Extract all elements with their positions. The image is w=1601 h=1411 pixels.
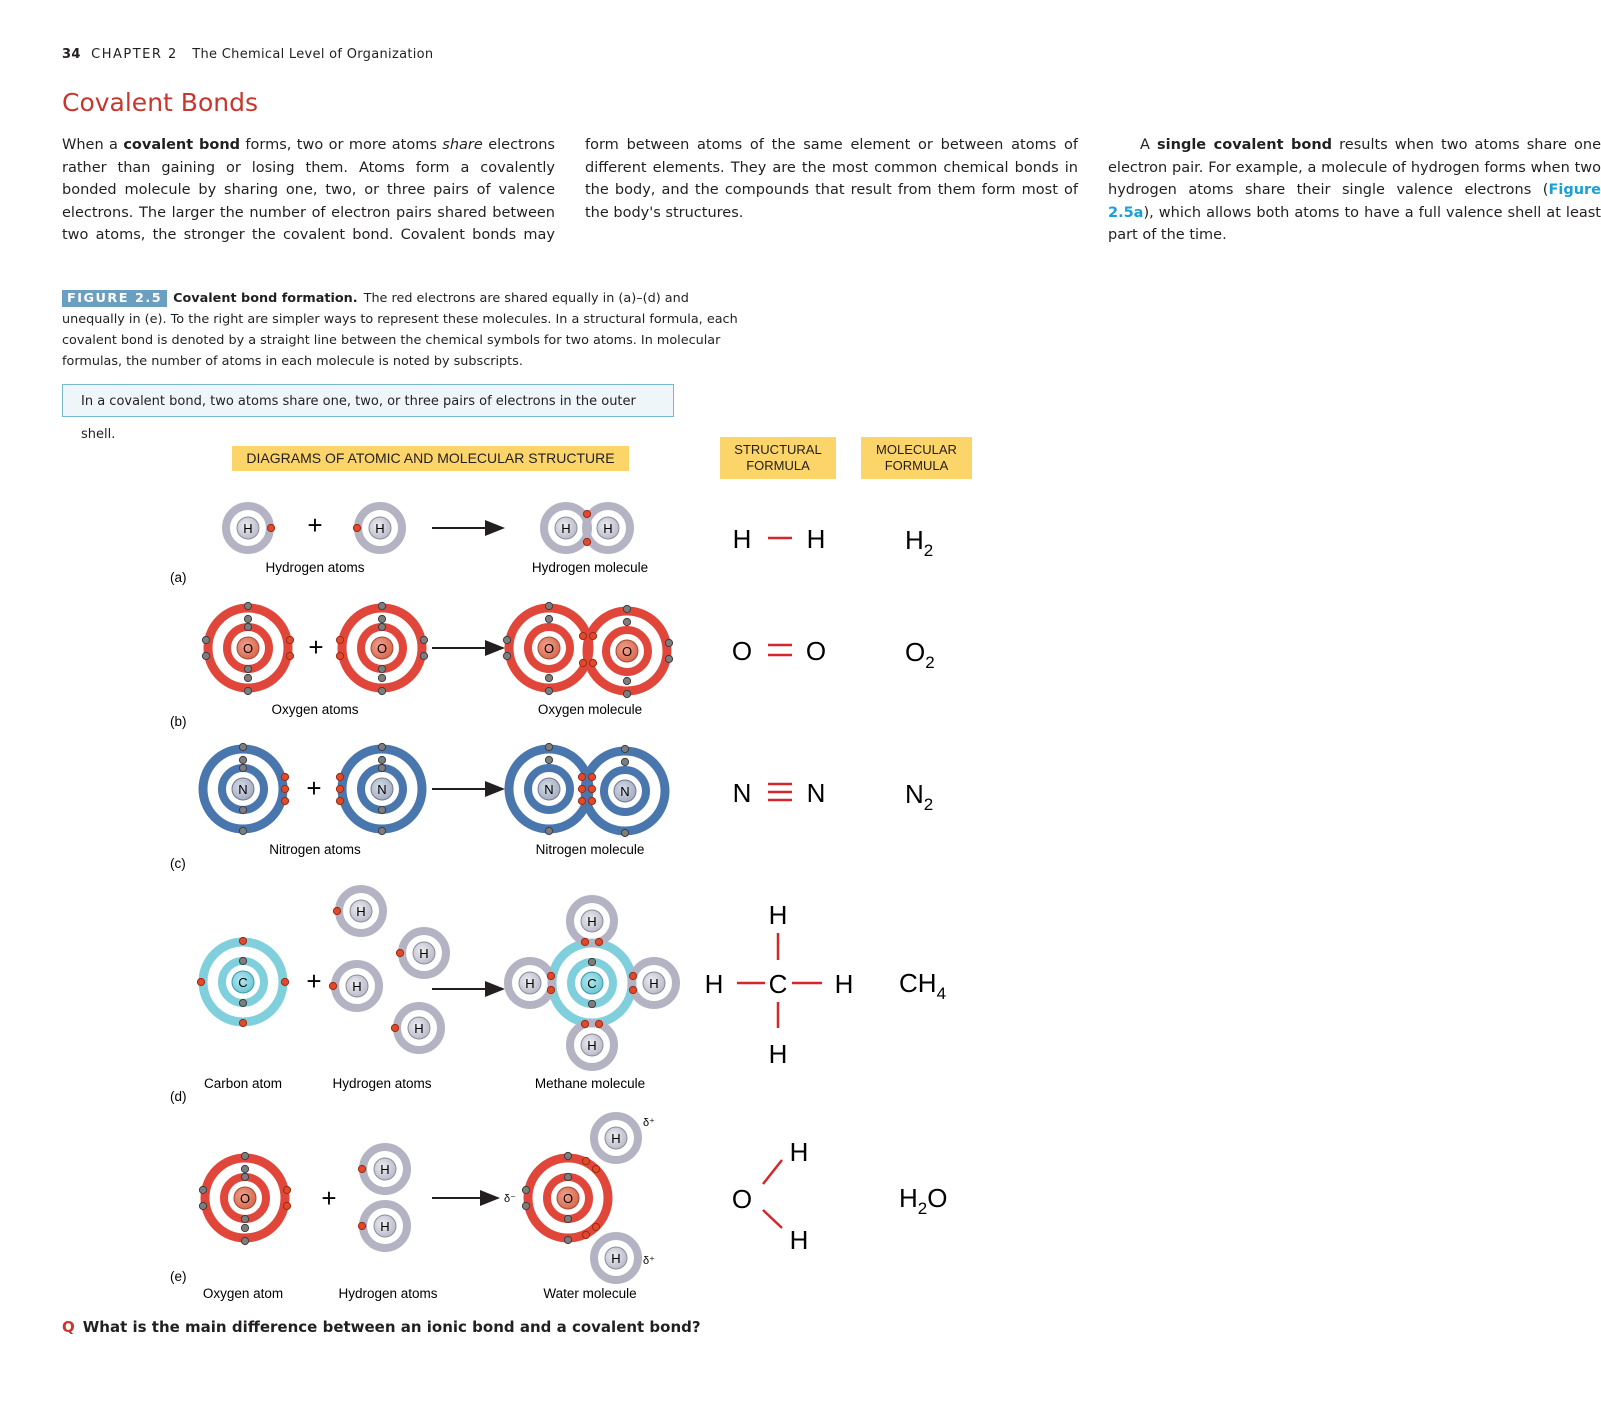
label-nitrogen-atoms: Nitrogen atoms — [269, 842, 361, 857]
paragraph-2: A single covalent bond results when two atoms share one electron pair. For example, a molecule of hydrogen forms when two hydrogen atoms share their single valence electrons (Figure 2.5a), which allows both atoms to have a full valence shell at least part of the time. — [1108, 137, 1601, 243]
molecular-formula-h2: $H_2$ — [905, 525, 934, 560]
svg-text:H: H — [414, 1021, 424, 1036]
molecular-formula-o2: $O_2$ — [905, 637, 935, 672]
svg-text:O: O — [731, 1184, 753, 1214]
term-single-covalent-bond: single covalent bond — [1157, 137, 1333, 153]
label-nitrogen-molecule: Nitrogen molecule — [535, 842, 645, 857]
figure-title: Covalent bond formation. — [173, 291, 358, 306]
svg-text:H: H — [768, 1039, 788, 1069]
chapter-title: The Chemical Level of Organization — [192, 47, 434, 62]
page-number: 34 — [62, 47, 81, 62]
delta-plus-top: δ⁺ — [643, 1117, 655, 1129]
svg-text:H: H — [380, 1162, 390, 1177]
svg-text:H: H — [789, 1137, 809, 1167]
svg-text:C: C — [238, 975, 248, 990]
nitrogen-atom-2 — [336, 743, 422, 834]
figure-summary-box: In a covalent bond, two atoms share one, two, or three pairs of electrons in the outer shell. — [62, 384, 674, 417]
svg-text:H: H — [789, 1225, 809, 1255]
svg-text:H: H — [611, 1251, 621, 1266]
label-hydrogen-atoms-d: Hydrogen atoms — [332, 1076, 432, 1091]
delta-minus: δ⁻ — [504, 1193, 516, 1205]
svg-text:H: H — [704, 969, 724, 999]
label-hydrogen-molecule: Hydrogen molecule — [531, 560, 649, 575]
svg-text:H: H — [834, 969, 854, 999]
diagrams-header: DIAGRAMS OF ATOMIC AND MOLECULAR STRUCTURE — [232, 446, 629, 471]
svg-text:H: H — [587, 1038, 597, 1053]
covalent-bond-diagram — [0, 480, 1200, 1310]
svg-text:H: H — [649, 976, 659, 991]
svg-text:H: H — [806, 524, 826, 554]
svg-text:O: O — [543, 641, 555, 656]
oxygen-atom-2 — [336, 602, 427, 694]
figure-caption-text: The red electrons are shared equally in (a)–(d) and unequally in (e). To the right are simpler ways to represent these molecules. In a structural formula, each covalent bond is denoted by a straight line between the chemical symbols for two atoms. In molecular formulas, the number of atoms in each molecule is noted by subscripts. — [62, 291, 738, 369]
hydrogen-molecule — [544, 506, 630, 550]
nitrogen-molecule — [509, 743, 665, 836]
review-question — [62, 1318, 701, 1336]
svg-text:H: H — [561, 521, 571, 536]
row-letter-d: (d) — [170, 1089, 187, 1104]
label-methane-molecule: Methane molecule — [534, 1076, 646, 1091]
running-head — [62, 47, 433, 62]
oxygen-atom-e — [199, 1152, 290, 1244]
svg-text:H: H — [768, 900, 788, 930]
molecular-formula-ch4: $CH_4$ — [899, 968, 947, 1003]
svg-text:H: H — [603, 521, 613, 536]
term-covalent-bond: covalent bond — [123, 137, 241, 153]
svg-text:O: O — [731, 636, 753, 666]
carbon-atom — [197, 937, 288, 1026]
label-oxygen-molecule: Oxygen molecule — [537, 702, 643, 717]
plus-sign: + — [307, 510, 323, 540]
body-text — [62, 134, 1601, 252]
question-text: What is the main difference between an ionic bond and a covalent bond? — [82, 1318, 701, 1336]
svg-text:O: O — [376, 641, 388, 656]
row-a-hydrogen — [170, 506, 933, 585]
row-letter-b: (b) — [170, 714, 187, 729]
svg-text:N: N — [732, 778, 752, 808]
svg-text:H: H — [732, 524, 752, 554]
svg-text:C: C — [587, 976, 597, 991]
molecular-formula-h2o: $H_2O$ — [899, 1183, 948, 1218]
hydrogen-atoms-e — [358, 1147, 407, 1248]
svg-text:N: N — [544, 782, 554, 797]
svg-text:H: H — [419, 946, 429, 961]
svg-text:N: N — [806, 778, 826, 808]
hydrogen-atom-1 — [226, 506, 275, 550]
nucleus-symbol-h: H — [375, 521, 385, 536]
row-c-nitrogen — [170, 743, 933, 871]
nitrogen-atom-1 — [203, 743, 289, 834]
svg-text:N: N — [620, 784, 630, 799]
svg-text:+: + — [321, 1183, 337, 1213]
molecular-formula-header: MOLECULAR FORMULA — [861, 437, 972, 479]
svg-text:O: O — [621, 644, 633, 659]
svg-text:O: O — [239, 1191, 251, 1206]
label-carbon-atom: Carbon atom — [203, 1076, 283, 1091]
oxygen-atom-1 — [202, 602, 293, 694]
svg-text:O: O — [242, 641, 254, 656]
delta-plus-bottom: δ⁺ — [643, 1255, 655, 1267]
hydrogen-atom-2 — [353, 506, 402, 550]
paragraph-1: When a covalent bond forms, two or more atoms share electrons rather than gaining or losing them. Atoms form a covalently bonded molecule by sharing one, two, or three pairs of valence electrons. The larger the number of electron pairs shared between two atoms, the stronger the covalent bond. Covalent bonds may form between atoms of the same element or between atoms of different elements. They are the most common chemical bonds in the body, and the compounds that result from them form most of the body's structures. — [62, 137, 1078, 243]
hydrogen-atoms-group — [329, 889, 446, 1050]
svg-text:O: O — [562, 1191, 574, 1206]
figure-caption — [62, 288, 742, 372]
label-oxygen-atom: Oxygen atom — [202, 1286, 284, 1301]
svg-text:N: N — [377, 782, 387, 797]
label-hydrogen-atoms-e: Hydrogen atoms — [338, 1286, 438, 1301]
structural-formula-header: STRUCTURAL FORMULA — [720, 437, 836, 479]
nucleus-symbol-h: H — [243, 521, 253, 536]
section-title: Covalent Bonds — [62, 88, 258, 117]
svg-text:+: + — [306, 773, 322, 803]
row-b-oxygen — [170, 602, 935, 729]
figure-reference-link[interactable]: Figure 2.5a — [1108, 182, 1601, 221]
svg-text:O: O — [805, 636, 827, 666]
molecular-formula-n2: $N_2$ — [905, 779, 934, 814]
svg-text:H: H — [525, 976, 535, 991]
chapter-label: CHAPTER 2 — [91, 47, 178, 62]
row-d-methane — [170, 889, 946, 1104]
water-molecule — [522, 1116, 638, 1280]
row-letter-c: (c) — [170, 856, 186, 871]
row-e-water — [170, 1116, 947, 1301]
label-oxygen-atoms: Oxygen atoms — [271, 702, 359, 717]
svg-text:H: H — [611, 1131, 621, 1146]
row-letter-a: (a) — [170, 570, 187, 585]
label-water-molecule: Water molecule — [543, 1286, 637, 1301]
label-hydrogen-atoms: Hydrogen atoms — [265, 560, 365, 575]
row-letter-e: (e) — [170, 1269, 187, 1284]
svg-text:H: H — [587, 914, 597, 929]
svg-text:+: + — [306, 966, 322, 996]
svg-text:+: + — [308, 632, 324, 662]
oxygen-molecule — [503, 602, 672, 697]
svg-text:N: N — [238, 782, 248, 797]
methane-molecule — [508, 899, 676, 1067]
question-marker: Q — [62, 1318, 75, 1336]
svg-text:H: H — [352, 979, 362, 994]
svg-text:C: C — [768, 969, 788, 999]
figure-label: FIGURE 2.5 — [62, 290, 167, 307]
svg-text:H: H — [356, 904, 366, 919]
svg-text:H: H — [380, 1219, 390, 1234]
